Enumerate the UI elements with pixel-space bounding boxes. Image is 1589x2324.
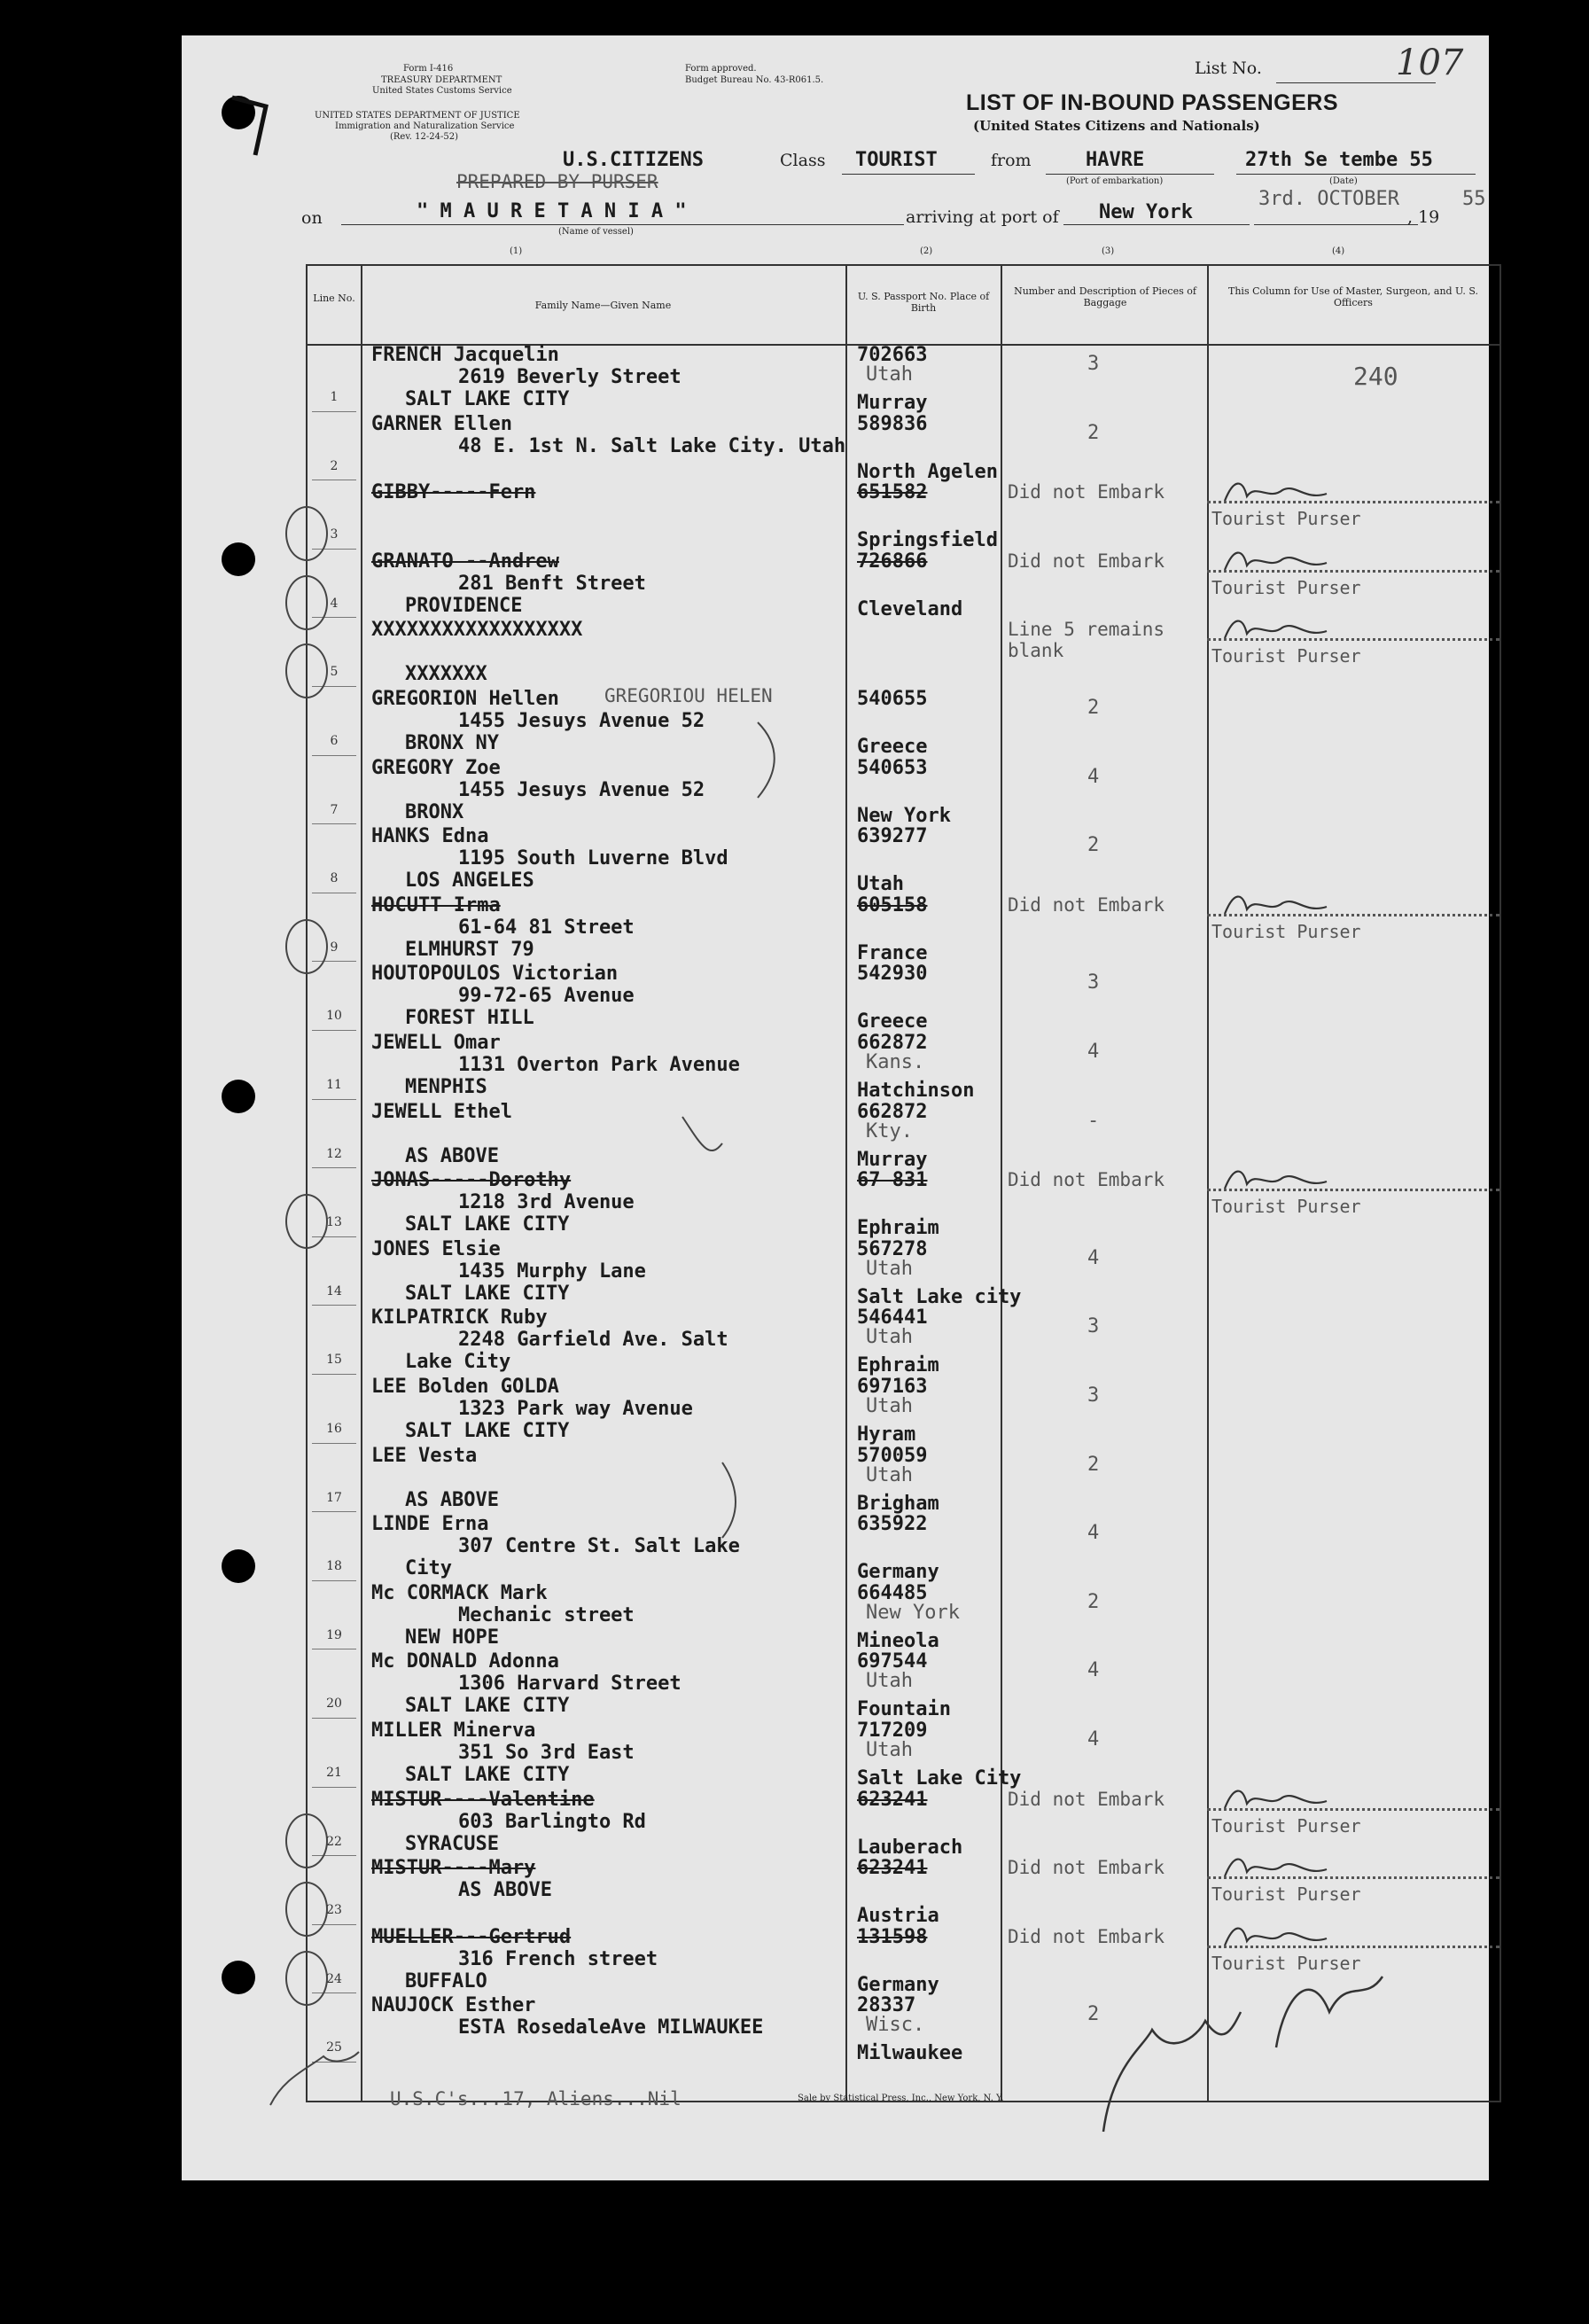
passenger-city: FOREST HILL	[405, 1007, 534, 1030]
place-of-birth: Salt Lake City	[857, 1767, 1022, 1790]
line-number: 18	[326, 1559, 342, 1574]
passenger-city: ELMHURST 79	[405, 938, 534, 961]
arriving-label: arriving at port of	[906, 207, 1059, 227]
baggage-count: -	[1087, 1109, 1100, 1132]
col-caption-1: (1)	[510, 246, 523, 256]
passenger-address: 603 Barlingto Rd	[458, 1810, 646, 1833]
port-caption: (Port of embarkation)	[1066, 176, 1164, 186]
passenger-address: 281 Benft Street	[458, 572, 646, 595]
place-of-birth: Ephraim	[857, 1354, 939, 1377]
revision-label: (Rev. 12-24-52)	[390, 132, 459, 142]
place-of-birth-note: Kans.	[866, 1051, 925, 1073]
list-no-label: List No.	[1195, 58, 1262, 78]
passenger-address: 1455 Jesuys Avenue 52	[458, 778, 705, 801]
passport-number: 726866	[857, 550, 928, 573]
place-of-birth: Mineola	[857, 1629, 939, 1652]
passport-number: 635922	[857, 1513, 928, 1536]
col-header-line: Line No.	[313, 292, 355, 304]
passenger-name: NAUJOCK Esther	[371, 1994, 536, 2017]
passenger-city: SALT LAKE CITY	[405, 1420, 570, 1442]
line-number: 6	[330, 734, 339, 748]
passenger-name: Mc DONALD Adonna	[371, 1650, 559, 1673]
baggage-count: 3	[1087, 353, 1100, 375]
col-header-baggage: Number and Description of Pieces of Baggage	[1014, 285, 1196, 308]
place-of-birth: New York	[857, 804, 951, 827]
passport-number: 546441	[857, 1306, 928, 1330]
line-number: 17	[326, 1490, 342, 1505]
line-number: 20	[326, 1696, 342, 1712]
place-of-birth-note: Utah	[866, 1463, 913, 1486]
year-prefix: , 19	[1407, 207, 1440, 227]
place-of-birth-note: Utah	[866, 1670, 913, 1693]
passenger-city: BUFFALO	[405, 1969, 487, 1993]
baggage-count: 3	[1087, 1384, 1100, 1407]
col-caption-3: (3)	[1102, 246, 1115, 256]
passenger-name: HOUTOPOULOS Victorian	[371, 963, 619, 986]
passenger-name: LINDE Erna	[371, 1513, 489, 1536]
passenger-name: HANKS Edna	[371, 825, 489, 848]
line-number: 11	[326, 1078, 342, 1092]
passenger-city: AS ABOVE	[405, 1488, 499, 1511]
line-number: 14	[326, 1283, 342, 1298]
status-note: Did not Embark	[1008, 1788, 1165, 1810]
place-of-birth: Greece	[857, 736, 928, 758]
passenger-address: 1218 3rd Avenue	[458, 1191, 635, 1214]
status-note: Did not Embark	[1008, 893, 1165, 916]
purser-label: Tourist Purser	[1211, 920, 1361, 942]
place-of-birth: Hyram	[857, 1423, 916, 1446]
status-note: GREGORIOU HELEN	[604, 685, 773, 706]
vessel-caption: (Name of vessel)	[558, 227, 634, 237]
line-number: 19	[326, 1627, 342, 1642]
passenger-name: JEWELL Ethel	[371, 1100, 512, 1123]
place-of-birth: Salt Lake city	[857, 1285, 1022, 1308]
place-of-birth: Lauberach	[857, 1836, 963, 1859]
baggage-count: 2	[1087, 834, 1100, 857]
passport-number: 623241	[857, 1788, 928, 1811]
treasury-label: TREASURY DEPARTMENT	[381, 75, 502, 85]
passport-number: 540655	[857, 688, 928, 710]
line-number: 21	[326, 1766, 342, 1780]
passenger-address: 1455 Jesuys Avenue 52	[458, 710, 705, 732]
baggage-count: 2	[1087, 421, 1100, 444]
col-caption-4: (4)	[1332, 246, 1345, 256]
line-number: 15	[326, 1353, 342, 1368]
place-of-birth: Brigham	[857, 1492, 939, 1515]
passport-number: 542930	[857, 963, 928, 986]
from-value: HAVRE	[1086, 149, 1145, 171]
place-of-birth: Murray	[857, 392, 928, 414]
place-of-birth-note: Utah	[866, 1257, 913, 1280]
passenger-name: LEE Bolden GOLDA	[371, 1376, 559, 1398]
line-number: 10	[326, 1009, 342, 1024]
citizens-label: U.S.CITIZENS	[563, 149, 704, 171]
status-note: Line 5 remains blank	[1008, 619, 1165, 662]
on-label: on	[301, 208, 323, 228]
date-value: 27th Se tembe 55	[1245, 149, 1433, 171]
passport-number: 605158	[857, 893, 928, 916]
passenger-city: NEW HOPE	[405, 1626, 499, 1649]
passport-number: 589836	[857, 412, 928, 435]
place-of-birth: Utah	[857, 873, 904, 896]
ins-label: Immigration and Naturalization Service	[335, 121, 515, 131]
passenger-city: BRONX	[405, 800, 464, 823]
purser-label: Tourist Purser	[1211, 1196, 1361, 1218]
place-of-birth-note: Wisc.	[866, 2014, 925, 2037]
baggage-count: 4	[1087, 1246, 1100, 1269]
year-value: 55	[1462, 188, 1486, 210]
place-of-birth: North Agelen	[857, 460, 998, 483]
passenger-name: FRENCH Jacquelin	[371, 344, 559, 366]
list-subtitle: (United States Citizens and Nationals)	[973, 118, 1260, 134]
purser-label: Tourist Purser	[1211, 1952, 1361, 1974]
passenger-city: SALT LAKE CITY	[405, 1764, 570, 1786]
line-number: 24	[326, 1971, 342, 1986]
passenger-address: Mechanic street	[458, 1603, 635, 1626]
line-number: 3	[330, 527, 339, 542]
passport-number: 67 831	[857, 1169, 928, 1192]
passport-number: 664485	[857, 1581, 928, 1604]
passenger-city: XXXXXXX	[405, 663, 487, 686]
line-number: 23	[326, 1903, 342, 1918]
baggage-count: 3	[1087, 1315, 1100, 1338]
budget-label: Budget Bureau No. 43-R061.5.	[685, 75, 824, 85]
purser-label: Tourist Purser	[1211, 1883, 1361, 1906]
status-note: Did not Embark	[1008, 1925, 1165, 1947]
passport-number: 697544	[857, 1650, 928, 1673]
passenger-name: MILLER Minerva	[371, 1720, 536, 1742]
status-note: Did not Embark	[1008, 1857, 1165, 1879]
place-of-birth: Murray	[857, 1148, 928, 1171]
passenger-name: GREGORY Zoe	[371, 756, 501, 779]
place-of-birth-note: New York	[866, 1601, 960, 1624]
col-header-officers: This Column for Use of Master, Surgeon, and U. S. Officers	[1228, 285, 1478, 308]
passenger-address: 1435 Murphy Lane	[458, 1259, 646, 1283]
justice-label: UNITED STATES DEPARTMENT OF JUSTICE	[315, 111, 520, 121]
passenger-name: MUELLER---Gertrud	[371, 1925, 572, 1948]
place-of-birth: Germany	[857, 1561, 939, 1584]
baggage-count: 2	[1087, 697, 1100, 719]
baggage-count: 3	[1087, 971, 1100, 994]
passenger-name: JEWELL Omar	[371, 1032, 501, 1054]
arrival-date: 3rd. OCTOBER	[1258, 188, 1399, 210]
line-number: 8	[330, 871, 339, 886]
passport-number: 651582	[857, 481, 928, 504]
passenger-name: JONES Elsie	[371, 1237, 501, 1260]
class-label: Class	[780, 151, 826, 170]
passenger-address: 351 So 3rd East	[458, 1742, 635, 1764]
passport-number: 540653	[857, 756, 928, 779]
status-note: Did not Embark	[1008, 550, 1165, 572]
purser-label: Tourist Purser	[1211, 576, 1361, 598]
arriving-port: New York	[1099, 201, 1193, 223]
col-header-name: Family Name—Given Name	[534, 300, 672, 311]
passenger-address: 61-64 81 Street	[458, 916, 635, 939]
list-number: 107	[1396, 43, 1464, 83]
status-note: Did not Embark	[1008, 481, 1165, 503]
passenger-city: City	[405, 1557, 452, 1580]
passport-number: 623241	[857, 1857, 928, 1880]
passenger-name: MISTUR----Mary	[371, 1857, 536, 1880]
place-of-birth: Ephraim	[857, 1217, 939, 1240]
passenger-name: GRANATO --Andrew	[371, 550, 559, 573]
place-of-birth-note: Utah	[866, 1739, 913, 1761]
baggage-count: 4	[1087, 1728, 1100, 1751]
passenger-city: SALT LAKE CITY	[405, 1695, 570, 1718]
approved-label: Form approved.	[685, 64, 757, 74]
place-of-birth-note: Utah	[866, 1395, 913, 1417]
passport-number: 567278	[857, 1237, 928, 1260]
passport-number: 717209	[857, 1720, 928, 1742]
place-of-birth-note: Utah	[866, 1326, 913, 1349]
passenger-name: LEE Vesta	[371, 1444, 478, 1467]
place-of-birth: Fountain	[857, 1698, 951, 1721]
line-number: 13	[326, 1215, 342, 1230]
col-caption-2: (2)	[920, 246, 933, 256]
passport-number: 662872	[857, 1032, 928, 1054]
printer-line: Sale by Statistical Press, Inc., New York, N. Y.	[798, 2094, 1004, 2103]
passenger-city: AS ABOVE	[405, 1144, 499, 1167]
passenger-address: 1195 South Luverne Blvd	[458, 847, 728, 870]
passenger-name: Mc CORMACK Mark	[371, 1581, 548, 1604]
footer-total: U.S.C's...17, Aliens...Nil	[390, 2088, 682, 2110]
line-number: 25	[326, 2040, 342, 2055]
passport-number: 639277	[857, 825, 928, 848]
baggage-count: 4	[1087, 1041, 1100, 1063]
passenger-name: XXXXXXXXXXXXXXXXXX	[371, 619, 583, 642]
form-number: Form I-416	[403, 64, 454, 74]
passenger-address: 316 French street	[458, 1947, 658, 1970]
passenger-address: 1131 Overton Park Avenue	[458, 1054, 740, 1076]
passenger-city: MENPHIS	[405, 1076, 487, 1098]
line-number: 2	[330, 458, 339, 473]
passenger-name: KILPATRICK Ruby	[371, 1306, 548, 1330]
passenger-city: BRONX NY	[405, 732, 499, 754]
purser-label: Tourist Purser	[1211, 1814, 1361, 1837]
line-number: 9	[330, 940, 339, 955]
passenger-address: 1323 Park way Avenue	[458, 1398, 693, 1420]
place-of-birth: France	[857, 941, 928, 964]
status-note: Did not Embark	[1008, 1169, 1165, 1191]
passenger-address: 99-72-65 Avenue	[458, 985, 635, 1008]
passport-number: 702663	[857, 344, 928, 366]
date-caption: (Date)	[1329, 176, 1358, 186]
passenger-name: GREGORION Hellen	[371, 688, 559, 710]
baggage-count: 2	[1087, 2003, 1100, 2026]
passport-number: 697163	[857, 1376, 928, 1398]
line-number: 22	[326, 1834, 342, 1849]
col-header-passport: U. S. Passport No. Place of Birth	[857, 291, 990, 314]
passenger-address: 2248 Garfield Ave. Salt	[458, 1329, 728, 1352]
passenger-address: 1306 Harvard Street	[458, 1673, 682, 1696]
place-of-birth: Germany	[857, 1973, 939, 1996]
passenger-city: SALT LAKE CITY	[405, 1213, 570, 1236]
passenger-city: SYRACUSE	[405, 1832, 499, 1855]
place-of-birth: Hatchinson	[857, 1080, 975, 1102]
baggage-count: 2	[1087, 1590, 1100, 1613]
passport-number: 570059	[857, 1444, 928, 1467]
list-title: LIST OF IN-BOUND PASSENGERS	[966, 90, 1339, 115]
officer-note: 240	[1353, 362, 1398, 391]
passenger-name: MISTUR----Valentine	[371, 1788, 595, 1811]
line-number: 5	[330, 665, 339, 680]
place-of-birth: Austria	[857, 1905, 939, 1928]
passenger-address: 2619 Beverly Street	[458, 366, 682, 388]
purser-label: Tourist Purser	[1211, 508, 1361, 530]
passenger-name: GIBBY-----Fern	[371, 481, 536, 504]
line-number: 4	[330, 596, 339, 611]
passenger-name: JONAS-----Dorothy	[371, 1169, 572, 1192]
passenger-address: 48 E. 1st N. Salt Lake City. Utah	[458, 434, 846, 457]
passenger-address: 307 Centre St. Salt Lake	[458, 1535, 740, 1558]
passenger-name: HOCUTT Irma	[371, 893, 501, 916]
baggage-count: 4	[1087, 1522, 1100, 1545]
passport-number: 28337	[857, 1994, 916, 2017]
line-number: 12	[326, 1146, 342, 1161]
class-value: TOURIST	[855, 149, 938, 171]
passport-number: 662872	[857, 1100, 928, 1123]
place-of-birth-note: Utah	[866, 363, 913, 386]
vessel-name: " M A U R E T A N I A "	[417, 200, 687, 222]
passenger-address: AS ABOVE	[458, 1879, 552, 1902]
place-of-birth: Springsfield	[857, 529, 998, 552]
prepared-by: PREPARED BY PURSER	[456, 171, 658, 192]
place-of-birth: Cleveland	[857, 597, 963, 620]
line-number: 16	[326, 1422, 342, 1436]
place-of-birth: Milwaukee	[857, 2042, 963, 2065]
purser-label: Tourist Purser	[1211, 645, 1361, 667]
passport-number: 131598	[857, 1925, 928, 1948]
line-number: 1	[330, 390, 339, 404]
passenger-city: Lake City	[405, 1351, 511, 1374]
place-of-birth: Greece	[857, 1010, 928, 1033]
from-label: from	[991, 151, 1032, 170]
baggage-count: 2	[1087, 1453, 1100, 1476]
passenger-name: GARNER Ellen	[371, 412, 512, 435]
passenger-city: SALT LAKE CITY	[405, 1282, 570, 1305]
place-of-birth-note: Kty.	[866, 1119, 913, 1143]
passenger-city: LOS ANGELES	[405, 870, 534, 893]
passenger-city: SALT LAKE CITY	[405, 388, 570, 410]
baggage-count: 4	[1087, 765, 1100, 788]
baggage-count: 4	[1087, 1659, 1100, 1682]
line-number: 7	[330, 802, 339, 817]
customs-label: United States Customs Service	[372, 86, 512, 96]
passenger-address: ESTA RosedaleAve MILWAUKEE	[458, 2016, 764, 2039]
passenger-city: PROVIDENCE	[405, 594, 523, 617]
